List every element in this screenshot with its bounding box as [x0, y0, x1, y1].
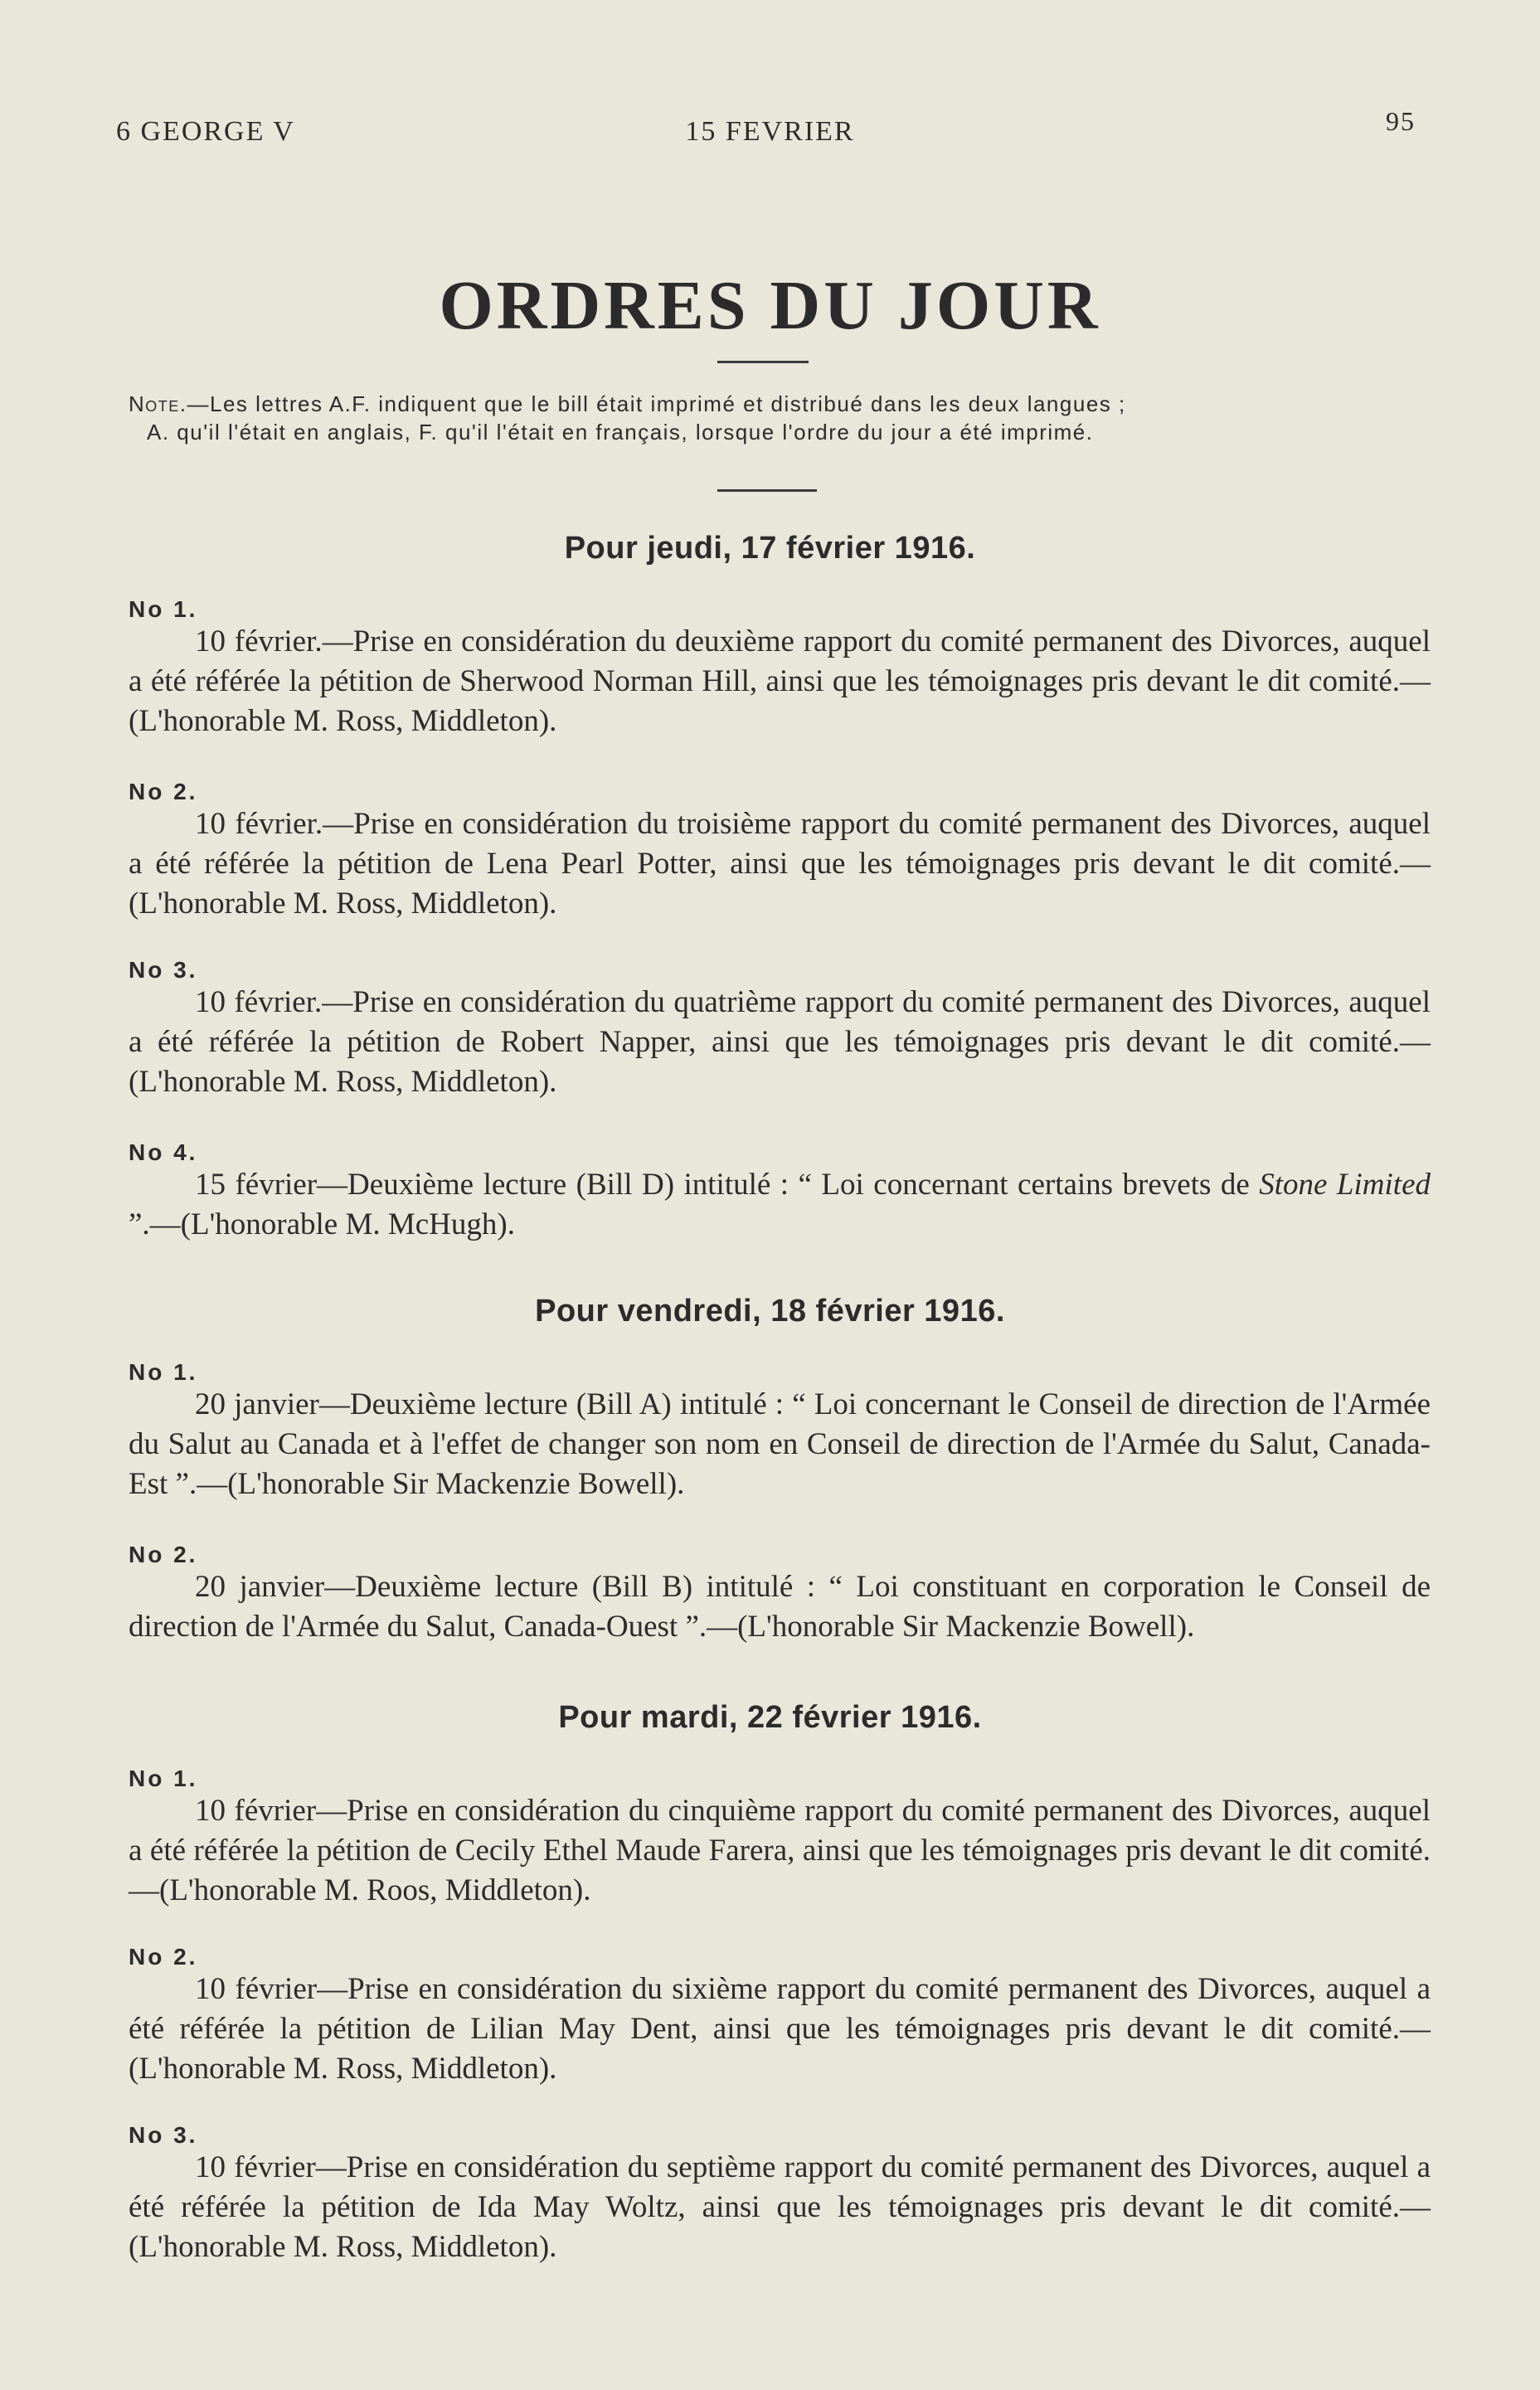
note-paragraph	[129, 390, 1422, 446]
item-text: 10 février—Prise en considération du sixième rapport du comité permanent des Divorces, auquel a été référée la pétition de Lilian May Dent, ainsi que les témoignages pris devant le dit comité.—(L'honorable M. Ross, Middleton).	[129, 1972, 1431, 2086]
company-name: Stone Limited	[1259, 1168, 1431, 1202]
item-text-part: ”.—(L'honorable M. McHugh).	[129, 1207, 515, 1241]
item-text: 10 février.—Prise en considération du quatrième rapport du comité permanent des Divorces, auquel a été référée la pétition de Robert Napper, ainsi que les témoignages pris devant le dit comité.—(L'honorable M. Ross, Middleton).	[129, 985, 1431, 1099]
agenda-item	[129, 1766, 1431, 1911]
item-text	[129, 1165, 1431, 1245]
item-number: No 3.	[129, 957, 198, 983]
item-text: 10 février—Prise en considération du septième rapport du comité permanent des Divorces, auquel a été référée la pétition de Ida May Woltz, ainsi que les témoignages pris devant le dit comité.—(L'honorable M. Ross, Middleton).	[129, 2150, 1431, 2264]
regnal-year: 6 GEORGE V	[116, 116, 295, 147]
agenda-item	[129, 958, 1431, 1102]
agenda-item	[129, 597, 1431, 741]
agenda-item	[129, 2123, 1431, 2267]
title-rule	[717, 361, 809, 363]
item-number: No 2.	[129, 1542, 198, 1567]
item-text: 10 février—Prise en considération du cinquième rapport du comité permanent des Divorces, auquel a été référée la pétition de Cecily Ethel Maude Farera, ainsi que les témoignages pris devant le dit comité.—(L'honorable M. Roos, Middleton).	[129, 1794, 1431, 1907]
item-number: No 1.	[129, 1766, 198, 1791]
note-text-line2: A. qu'il l'était en anglais, F. qu'il l'était en français, lorsque l'ordre du jour a été imprimé.	[147, 420, 1094, 444]
day-heading: Pour jeudi, 17 février 1916.	[564, 531, 976, 566]
header-date: 15 FEVRIER	[685, 116, 855, 147]
agenda-item	[129, 1542, 1431, 1647]
item-number: No 1.	[129, 596, 198, 622]
item-text: 20 janvier—Deuxième lecture (Bill A) intitulé : “ Loi concernant le Conseil de direction de l'Armée du Salut au Canada et à l'effet de changer son nom en Conseil de direction de l'Armée du Salut, Canada-Est ”.—(L'honorable Sir Mackenzie Bowell).	[129, 1387, 1431, 1501]
item-number: No 1.	[129, 1359, 198, 1385]
item-number: No 2.	[129, 1944, 198, 1970]
note-label: Note	[129, 391, 180, 416]
item-text: 10 février.—Prise en considération du troisième rapport du comité permanent des Divorces, auquel a été référée la pétition de Lena Pearl Potter, ainsi que les témoignages pris devant le dit comité.—(L'honorable M. Ross, Middleton).	[129, 807, 1431, 921]
page-number: 95	[1386, 106, 1416, 136]
item-number: No 3.	[129, 2122, 198, 2148]
running-head	[0, 106, 1540, 158]
item-number: No 2.	[129, 779, 198, 804]
item-number: No 4.	[129, 1139, 198, 1165]
note-text: .—Les lettres A.F. indiquent que le bill était imprimé et distribué dans les deux langues ;	[179, 391, 1126, 416]
day-heading: Pour mardi, 22 février 1916.	[558, 1700, 982, 1735]
agenda-item	[129, 1360, 1431, 1504]
note-rule	[717, 489, 817, 492]
item-text: 20 janvier—Deuxième lecture (Bill B) intitulé : “ Loi constituant en corporation le Conseil de direction de l'Armée du Salut, Canada-Ouest ”.—(L'honorable Sir Mackenzie Bowell).	[129, 1570, 1431, 1644]
page-title: ORDRES DU JOUR	[439, 267, 1101, 344]
agenda-item	[129, 780, 1431, 924]
day-heading: Pour vendredi, 18 février 1916.	[535, 1294, 1005, 1329]
agenda-item	[129, 1945, 1431, 2089]
item-text-part: 15 février—Deuxième lecture (Bill D) intitulé : “ Loi concernant certains brevets de	[195, 1168, 1260, 1202]
item-text: 10 février.—Prise en considération du deuxième rapport du comité permanent des Divorces, auquel a été référée la pétition de Sherwood Norman Hill, ainsi que les témoignages pris devant le dit comité.—(L'honorable M. Ross, Middleton).	[129, 624, 1431, 738]
agenda-item	[129, 1140, 1431, 1245]
